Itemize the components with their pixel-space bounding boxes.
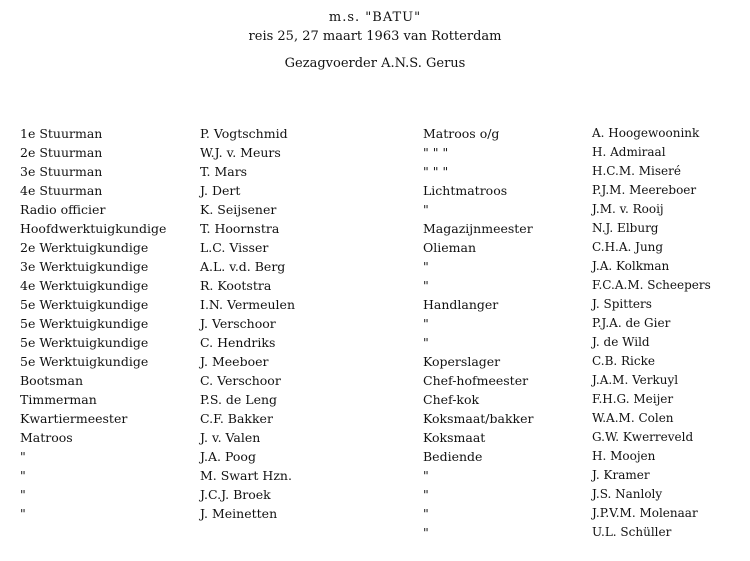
crew-rank: 3e Stuurman <box>20 164 103 179</box>
crew-name: J. Meeboer <box>200 354 269 369</box>
crew-rank: Bediende <box>423 449 483 464</box>
crew-rank: " <box>423 525 429 540</box>
crew-rank: " <box>20 506 26 521</box>
crew-name: N.J. Elburg <box>592 221 659 235</box>
crew-name: F.H.G. Meijer <box>592 392 674 406</box>
crew-name: W.A.M. Colen <box>592 411 674 425</box>
crew-name: C.H.A. Jung <box>592 240 664 254</box>
ship-name: m.s. "BATU" <box>328 10 422 25</box>
crew-rank: 1e Stuurman <box>20 126 103 141</box>
crew-name: J. Kramer <box>592 468 650 482</box>
crew-rank: " <box>20 468 26 483</box>
crew-rank: Bootsman <box>20 373 84 388</box>
crew-rank: 3e Werktuigkundige <box>20 259 149 274</box>
crew-name: J.S. Nanloly <box>592 487 663 501</box>
crew-name: T. Hoornstra <box>200 221 280 236</box>
crew-rank: Koksmaat <box>423 430 486 445</box>
crew-name: J. Spitters <box>592 297 652 311</box>
right-name-column <box>592 124 750 542</box>
crew-rank: " <box>423 202 429 217</box>
crew-name: J.P.V.M. Molenaar <box>592 506 698 520</box>
crew-rank: " <box>423 316 429 331</box>
left-name-column <box>200 124 420 523</box>
crew-rank: Timmerman <box>20 392 97 407</box>
crew-rank: 5e Werktuigkundige <box>20 335 149 350</box>
crew-rank: " <box>20 449 26 464</box>
crew-rank: Magazijnmeester <box>423 221 533 236</box>
crew-rank: Radio officier <box>20 202 106 217</box>
crew-name: P. Vogtschmid <box>200 126 288 141</box>
crew-name: J. Meinetten <box>200 506 278 521</box>
crew-rank: " " " <box>423 164 449 179</box>
crew-rank: " " " <box>423 145 449 160</box>
crew-name: G.W. Kwerreveld <box>592 430 694 444</box>
crew-rank: Chef-hofmeester <box>423 373 529 388</box>
crew-rank: Matroos <box>20 430 73 445</box>
crew-name: J.C.J. Broek <box>200 487 271 502</box>
left-rank-column <box>20 124 200 523</box>
crew-rank: Koksmaat/bakker <box>423 411 534 426</box>
crew-name: A.L. v.d. Berg <box>200 259 286 274</box>
crew-name: L.C. Visser <box>200 240 269 255</box>
crew-rank: 5e Werktuigkundige <box>20 316 149 331</box>
crew-rank: " <box>423 487 429 502</box>
crew-name: T. Mars <box>200 164 248 179</box>
crew-rank: 4e Werktuigkundige <box>20 278 149 293</box>
crew-rank: " <box>423 335 429 350</box>
right-rank-column <box>423 124 593 542</box>
crew-rank: " <box>423 259 429 274</box>
crew-name: U.L. Schüller <box>592 525 672 539</box>
crew-name: I.N. Vermeulen <box>200 297 295 312</box>
crew-name: C. Verschoor <box>200 373 281 388</box>
crew-name: H.C.M. Miseré <box>592 164 681 178</box>
voyage-line: reis 25, 27 maart 1963 van Rotterdam <box>248 29 502 44</box>
crew-rank: Chef-kok <box>423 392 480 407</box>
crew-rank: 2e Stuurman <box>20 145 103 160</box>
crew-name: K. Seijsener <box>200 202 277 217</box>
crew-name: P.S. de Leng <box>200 392 278 407</box>
crew-rank: 5e Werktuigkundige <box>20 354 149 369</box>
crew-rank: " <box>20 487 26 502</box>
crew-name: J.A. Kolkman <box>592 259 670 273</box>
crew-name: C.F. Bakker <box>200 411 273 426</box>
crew-rank: " <box>423 468 429 483</box>
crew-name: H. Moojen <box>592 449 656 463</box>
crew-rank: " <box>423 278 429 293</box>
crew-rank: Lichtmatroos <box>423 183 508 198</box>
crew-name: J.A.M. Verkuyl <box>592 373 679 387</box>
crew-name: H. Admiraal <box>592 145 666 159</box>
crew-name: P.J.M. Meereboer <box>592 183 697 197</box>
crew-name: J. de Wild <box>592 335 650 349</box>
crew-rank: Matroos o/g <box>423 126 500 141</box>
crew-rank: 5e Werktuigkundige <box>20 297 149 312</box>
crew-rank: 2e Werktuigkundige <box>20 240 149 255</box>
captain-line: Gezagvoerder A.N.S. Gerus <box>284 56 466 71</box>
crew-name: J.M. v. Rooij <box>592 202 664 216</box>
crew-rank: Hoofdwerktuigkundige <box>20 221 167 236</box>
crew-name: J. Verschoor <box>200 316 276 331</box>
crew-name: F.C.A.M. Scheepers <box>592 278 711 292</box>
crew-name: R. Kootstra <box>200 278 272 293</box>
crew-rank: " <box>423 506 429 521</box>
crew-rank: Olieman <box>423 240 476 255</box>
crew-name: M. Swart Hzn. <box>200 468 292 483</box>
crew-name: W.J. v. Meurs <box>200 145 281 160</box>
crew-name: P.J.A. de Gier <box>592 316 671 330</box>
crew-rank: 4e Stuurman <box>20 183 103 198</box>
crew-name: J. Dert <box>200 183 241 198</box>
crew-rank: Kwartiermeester <box>20 411 128 426</box>
crew-name: C. Hendriks <box>200 335 276 350</box>
crew-name: J.A. Poog <box>200 449 256 464</box>
crew-rank: Handlanger <box>423 297 499 312</box>
crew-name: J. v. Valen <box>200 430 261 445</box>
crew-name: A. Hoogewoonink <box>592 126 700 140</box>
crew-rank: Koperslager <box>423 354 501 369</box>
crew-name: C.B. Ricke <box>592 354 655 368</box>
